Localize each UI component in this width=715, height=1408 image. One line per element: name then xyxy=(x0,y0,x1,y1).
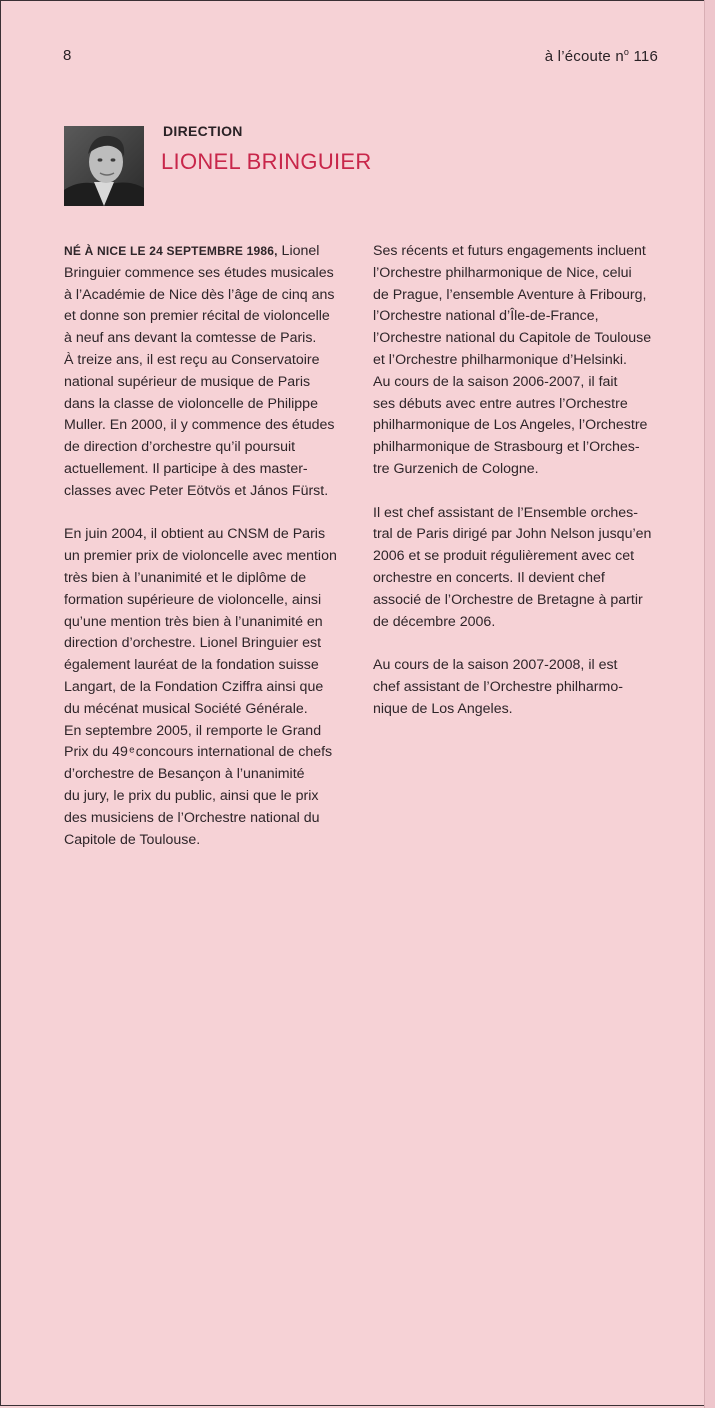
text-line: En septembre 2005, il remporte le Grand xyxy=(64,722,322,739)
text-line: tre Gurzenich de Cologne. xyxy=(373,460,539,477)
page-number: 8 xyxy=(63,47,72,64)
right-paragraph-3 xyxy=(373,655,663,720)
issue-number: 116 xyxy=(629,48,658,65)
text-line: À treize ans, il est reçu au Conservatoire xyxy=(64,351,320,368)
running-head xyxy=(545,47,658,65)
text-line: du jury, le prix du public, ainsi que le prix xyxy=(64,787,319,804)
text-line: du mécénat musical Société Générale. xyxy=(64,700,308,717)
text-line: très bien à l’unanimité et le diplôme de xyxy=(64,569,307,586)
text-line: l’Orchestre national d’Île-de-France, xyxy=(373,308,599,325)
text-line: national supérieur de musique de Paris xyxy=(64,373,311,390)
text-line: également lauréat de la fondation suisse xyxy=(64,657,319,674)
text-line: qu’une mention très bien à l’unanimité en xyxy=(64,613,323,630)
text-line: associé de l’Orchestre de Bretagne à partir xyxy=(373,591,643,608)
text-line: 2006 et se produit régulièrement avec cet xyxy=(373,548,635,565)
text-line: de décembre 2006. xyxy=(373,613,496,630)
text-line: d’orchestre de Besançon à l’unanimité xyxy=(64,766,305,783)
text-line: des musiciens de l’Orchestre national du xyxy=(64,809,320,826)
right-column xyxy=(373,241,663,742)
right-paragraph-1 xyxy=(373,241,663,481)
text-line: à neuf ans devant la comtesse de Paris. xyxy=(64,330,317,347)
text-line: de Prague, l’ensemble Aventure à Fribourg, xyxy=(373,286,647,303)
text-line: Ses récents et futurs engagements incluent xyxy=(373,243,646,259)
right-paragraph-2 xyxy=(373,503,663,634)
text-line: ses débuts avec entre autres l’Orchestre xyxy=(373,395,628,412)
text-line: Bringuier commence ses études musicales xyxy=(64,264,334,281)
text-line: de direction d’orchestre qu’il poursuit xyxy=(64,439,296,456)
conductor-name: LIONEL BRINGUIER xyxy=(161,149,372,174)
left-paragraph-2 xyxy=(64,524,354,851)
text-line: à l’Académie de Nice dès l’âge de cinq ans xyxy=(64,286,335,303)
text-line: Il est chef assistant de l’Ensemble orches- xyxy=(373,504,638,521)
text-line: direction d’orchestre. Lionel Bringuier est xyxy=(64,635,322,652)
text-line: l’Orchestre philharmonique de Nice, celui xyxy=(373,264,632,281)
left-column xyxy=(64,241,354,873)
lead-in: NÉ À NICE LE 24 SEPTEMBRE 1986, xyxy=(64,244,278,258)
text-line: Langart, de la Fondation Cziffra ainsi que xyxy=(64,678,324,695)
text-line: l’Orchestre national du Capitole de Toulouse xyxy=(373,330,652,347)
text-line: dans la classe de violoncelle de Philippe xyxy=(64,395,318,412)
text-line: classes avec Peter Eötvös et János Fürst. xyxy=(64,482,329,499)
section-label: DIRECTION xyxy=(163,123,243,139)
running-title: à l’écoute n xyxy=(544,48,624,65)
portrait-photo xyxy=(64,126,144,206)
text-line: philharmonique de Los Angeles, l’Orchestre xyxy=(373,417,648,434)
left-paragraph-1 xyxy=(64,241,354,503)
text-line: et l’Orchestre philharmonique d’Helsinki. xyxy=(373,351,627,368)
portrait-image xyxy=(64,126,144,206)
text-line: orchestre en concerts. Il devient chef xyxy=(373,569,605,586)
text-line: nique de Los Angeles. xyxy=(373,700,513,717)
text-line: Capitole de Toulouse. xyxy=(64,831,201,848)
text-line: chef assistant de l’Orchestre philharmo- xyxy=(373,678,623,695)
text-line: En juin 2004, il obtient au CNSM de Paris xyxy=(64,526,326,543)
text-line: Prix du 49 ͤ concours international de chefs xyxy=(64,744,333,761)
running-sup: o xyxy=(623,47,630,57)
text-line: tral de Paris dirigé par John Nelson jusqu’en xyxy=(373,526,652,543)
text-line: un premier prix de violoncelle avec mention xyxy=(64,548,337,565)
text-line: philharmonique de Strasbourg et l’Orches- xyxy=(373,439,640,456)
text-line: Lionel xyxy=(277,243,320,259)
text-line: Au cours de la saison 2006-2007, il fait xyxy=(373,373,618,390)
text-line: et donne son premier récital de violoncelle xyxy=(64,308,330,325)
text-line: Au cours de la saison 2007-2008, il est xyxy=(373,657,618,674)
text-line: Muller. En 2000, il y commence des études xyxy=(64,417,335,434)
text-line: formation supérieure de violoncelle, ainsi xyxy=(64,591,322,608)
text-line: actuellement. Il participe à des master- xyxy=(64,460,308,477)
page-edge-strip xyxy=(704,0,715,1408)
